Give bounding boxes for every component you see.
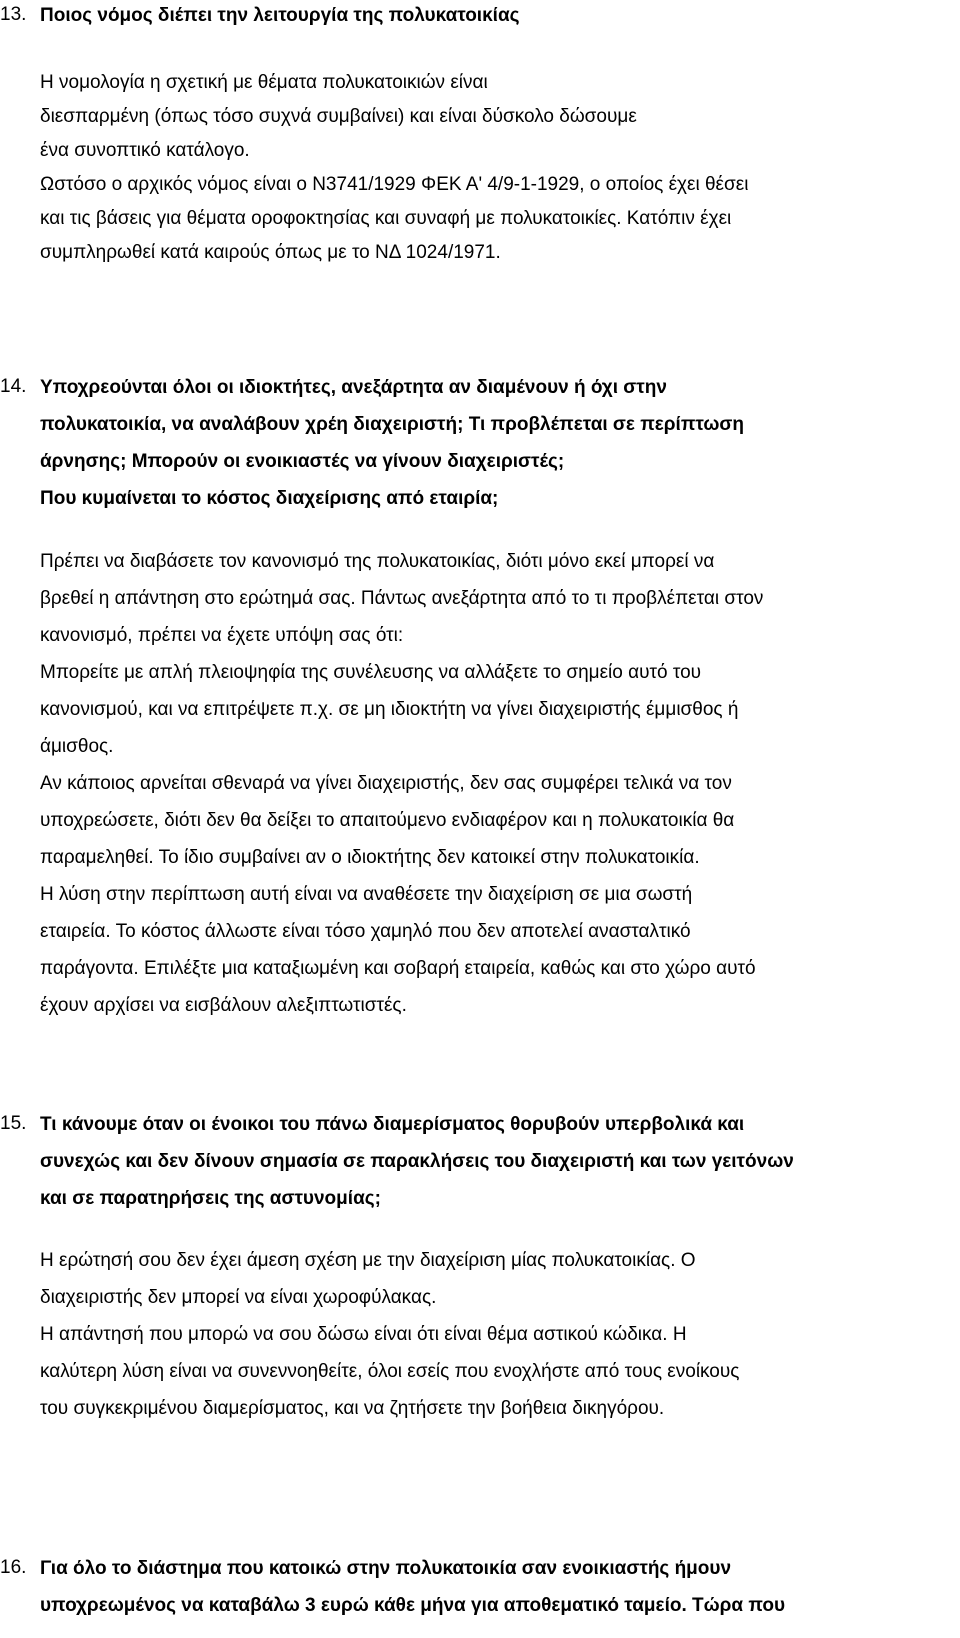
q13-answer-line: και τις βάσεις για θέματα οροφοκτησίας και συναφή με πολυκατοικίες. Κατόπιν έχει — [40, 208, 732, 229]
q16-title-line: υποχρεωμένος να καταβάλω 3 ευρώ κάθε μήνα για αποθεματικό ταμείο. Τώρα που — [40, 1595, 786, 1616]
q15-answer-line: του συγκεκριμένου διαμερίσματος, και να ζητήσετε την βοήθεια δικηγόρου. — [40, 1398, 665, 1419]
q14-answer-line: έχουν αρχίσει να εισβάλουν αλεξιπτωτιστές. — [40, 995, 407, 1016]
q15-answer-line: Η απάντησή που μπορώ να σου δώσω είναι ότι είναι θέμα αστικού κώδικα. Η — [40, 1324, 687, 1345]
q13-answer-line: ένα συνοπτικό κατάλογο. — [40, 140, 250, 161]
q13-answer-line: Η νομολογία η σχετική με θέματα πολυκατοικιών είναι — [40, 72, 488, 93]
q16-title-line: Για όλο το διάστημα που κατοικώ στην πολυκατοικία σαν ενοικιαστής ήμουν — [40, 1558, 732, 1579]
q14-answer-line: άμισθος. — [40, 736, 114, 757]
q15-answer-line: καλύτερη λύση είναι να συνεννοηθείτε, όλοι εσείς που ενοχλήστε από τους ενοίκους — [40, 1361, 740, 1382]
q15-number: 15. — [0, 1113, 27, 1134]
q14-answer-line: παραμεληθεί. Το ίδιο συμβαίνει αν ο ιδιοκτήτης δεν κατοικεί στην πολυκατοικία. — [40, 847, 700, 868]
q14-answer-line: Η λύση στην περίπτωση αυτή είναι να αναθέσετε την διαχείριση σε μια σωστή — [40, 884, 693, 905]
q15-title — [40, 1106, 955, 1217]
q16-number: 16. — [0, 1557, 27, 1578]
q14-answer-line: κανονισμού, και να επιτρέψετε π.χ. σε μη ιδιοκτήτη να γίνει διαχειριστής έμμισθος ή — [40, 699, 739, 720]
q14-answer-line: Αν κάποιος αρνείται σθεναρά να γίνει διαχειριστής, δεν σας συμφέρει τελικά να τον — [40, 773, 732, 794]
q14-answer-line: εταιρεία. Το κόστος άλλωστε είναι τόσο χαμηλό που δεν αποτελεί ανασταλτικό — [40, 921, 691, 942]
q13-answer — [40, 66, 955, 270]
q14-answer-line: υποχρεώσετε, διότι δεν θα δείξει το απαιτούμενο ενδιαφέρον και η πολυκατοικία θα — [40, 810, 735, 831]
q14-answer-line: κανονισμό, πρέπει να έχετε υπόψη σας ότι: — [40, 625, 404, 646]
q13-answer-line: διεσπαρμένη (όπως τόσο συχνά συμβαίνει) και είναι δύσκολο δώσουμε — [40, 106, 637, 127]
q15-answer-line: Η ερώτησή σου δεν έχει άμεση σχέση με την διαχείριση μίας πολυκατοικίας. Ο — [40, 1250, 696, 1271]
q15-answer — [40, 1242, 955, 1427]
q14-title-line: άρνησης; Μπορούν οι ενοικιαστές να γίνουν διαχειριστές; — [40, 451, 565, 472]
q13-answer-line: Ωστόσο ο αρχικός νόμος είναι ο Ν3741/1929 ΦΕΚ Α' 4/9-1-1929, ο οποίος έχει θέσει — [40, 174, 749, 195]
q14-answer-line: βρεθεί η απάντηση στο ερώτημά σας. Πάντως ανεξάρτητα από το τι προβλέπεται στον — [40, 588, 764, 609]
q14-answer-line: Πρέπει να διαβάσετε τον κανονισμό της πολυκατοικίας, διότι μόνο εκεί μπορεί να — [40, 551, 715, 572]
q15-title-line: και σε παρατηρήσεις της αστυνομίας; — [40, 1188, 381, 1209]
q14-answer-line: παράγοντα. Επιλέξτε μια καταξιωμένη και σοβαρή εταιρεία, καθώς και στο χώρο αυτό — [40, 958, 756, 979]
q13-answer-line: συμπληρωθεί κατά καιρούς όπως με το ΝΔ 1024/1971. — [40, 242, 501, 263]
q15-title-line: συνεχώς και δεν δίνουν σημασία σε παρακλήσεις του διαχειριστή και των γειτόνων — [40, 1151, 794, 1172]
q14-number: 14. — [0, 376, 27, 397]
q14-answer — [40, 543, 955, 1024]
q13-title — [40, 0, 955, 34]
q16-title — [40, 1550, 955, 1624]
q13-title-line: Ποιος νόμος διέπει την λειτουργία της πολυκατοικίας — [40, 5, 520, 26]
q15-answer-line: διαχειριστής δεν μπορεί να είναι χωροφύλακας. — [40, 1287, 437, 1308]
q14-title-line: Που κυμαίνεται το κόστος διαχείρισης από εταιρία; — [40, 488, 499, 509]
q14-title-line: πολυκατοικία, να αναλάβουν χρέη διαχειριστή; Τι προβλέπεται σε περίπτωση — [40, 414, 744, 435]
q14-answer-line: Μπορείτε με απλή πλειοψηφία της συνέλευσης να αλλάξετε το σημείο αυτό του — [40, 662, 702, 683]
q14-title-line: Υποχρεούνται όλοι οι ιδιοκτήτες, ανεξάρτητα αν διαμένουν ή όχι στην — [40, 377, 667, 398]
q15-title-line: Τι κάνουμε όταν οι ένοικοι του πάνω διαμερίσματος θορυβούν υπερβολικά και — [40, 1114, 745, 1135]
q14-title — [40, 369, 955, 517]
q13-number: 13. — [0, 4, 27, 25]
